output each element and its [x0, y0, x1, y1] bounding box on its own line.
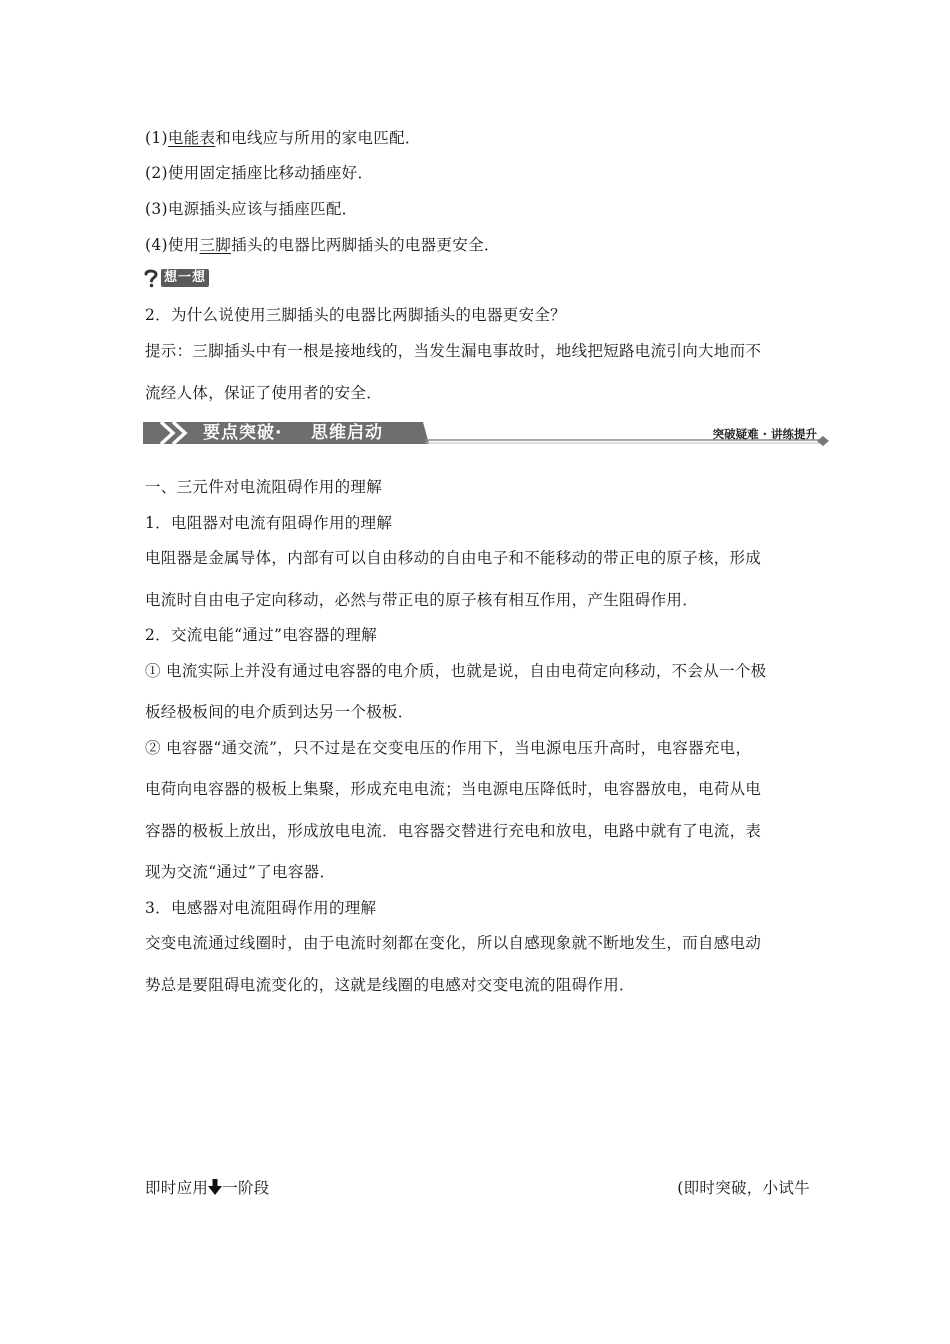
- sub-2-b-line-2: 电荷向电容器的极板上集聚，形成充电电流；当电源电压降低时，电容器放电，电荷从电: [145, 780, 762, 798]
- sub-2-b-line-3: 容器的极板上放出，形成放电电流．电容器交替进行充电和放电，电路中就有了电流，表: [145, 822, 762, 840]
- sub-2-title: 2．交流电能“通过”电容器的理解: [145, 626, 378, 644]
- banner-subtitle: 突破疑难 · 讲练提升: [712, 427, 817, 441]
- item-1-text: 和电线应与所用的家电匹配．: [215, 129, 421, 147]
- item-4-underlined: 三脚: [199, 236, 232, 254]
- question-mark-icon: [143, 268, 159, 288]
- section-heading: 一、三元件对电流阻碍作用的理解: [145, 478, 383, 496]
- banner-title: 要点突破·: [203, 423, 283, 443]
- sub-2-a-line-1: ① 电流实际上并没有通过电容器的电介质，也就是说，自由电荷定向移动，不会从一个极: [145, 662, 767, 680]
- footer-left-label: 即时应用: [145, 1179, 209, 1197]
- item-4-prefix: (4)使用: [145, 236, 200, 254]
- sub-1-para-line-2: 电流时自由电子定向移动，必然与带正电的原子核有相互作用，产生阻碍作用．: [145, 591, 699, 609]
- sub-3-para-line-1: 交变电流通过线圈时，由于电流时刻都在变化，所以自感现象就不断地发生，而自感电动: [145, 934, 762, 952]
- sub-2-a-line-2: 板经极板间的电介质到达另一个极板．: [145, 703, 414, 721]
- think-hint-line-2: 流经人体，保证了使用者的安全．: [145, 384, 383, 402]
- footer-left: [145, 1178, 445, 1198]
- down-arrow-icon: [208, 1179, 222, 1195]
- item-1-underlined: 电能表: [167, 129, 216, 147]
- footer-left-stage: 一阶段: [222, 1179, 270, 1197]
- banner-title-highlight: 思维启动: [311, 423, 383, 443]
- sub-3-title: 3．电感器对电流阻碍作用的理解: [145, 899, 377, 917]
- item-1-number: (1): [145, 129, 168, 147]
- sub-2-b-line-1: ② 电容器“通交流”，只不过是在交变电压的作用下，当电源电压升高时，电容器充电，: [145, 739, 752, 757]
- think-label: 想一想: [161, 269, 209, 287]
- think-hint-line-1: 提示：三脚插头中有一根是接地线的，当发生漏电事故时，地线把短路电流引向大地而不: [145, 342, 762, 360]
- item-2: (2)使用固定插座比移动插座好．: [145, 164, 374, 182]
- sub-3-para-line-2: 势总是要阻碍电流变化的，这就是线圈的电感对交变电流的阻碍作用．: [145, 976, 635, 994]
- item-4-text: 插头的电器比两脚插头的电器更安全．: [231, 236, 500, 254]
- think-badge: [143, 268, 209, 288]
- think-question: 2．为什么说使用三脚插头的电器比两脚插头的电器更安全？: [145, 306, 566, 324]
- footer-right: (即时突破，小试牛: [677, 1179, 810, 1197]
- sub-1-title: 1．电阻器对电流有阻碍作用的理解: [145, 514, 393, 532]
- item-1: [145, 128, 810, 148]
- sub-1-para-line-1: 电阻器是金属导体，内部有可以自由移动的自由电子和不能移动的带正电的原子核，形成: [145, 549, 762, 567]
- item-4: [145, 235, 810, 255]
- sub-2-b-line-4: 现为交流“通过”了电容器．: [145, 863, 336, 881]
- section-banner: [143, 418, 835, 448]
- item-3: (3)电源插头应该与插座匹配．: [145, 200, 358, 218]
